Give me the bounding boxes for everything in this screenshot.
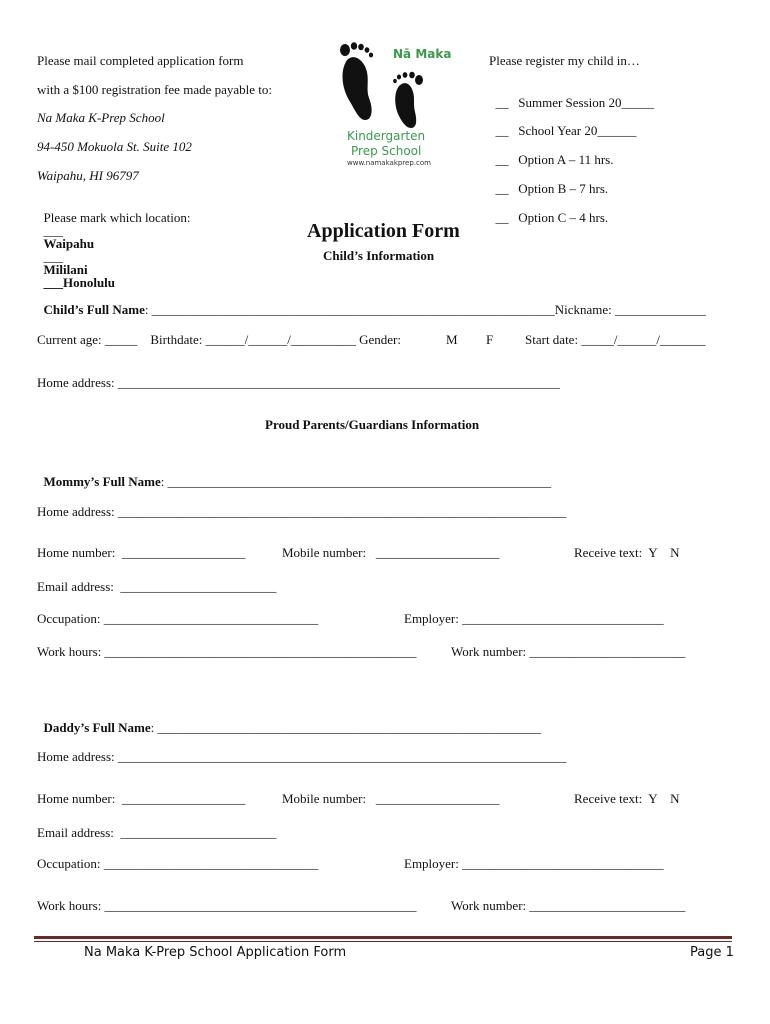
mommy-occupation-field[interactable]: Occupation: _________________________________ [37,611,319,626]
option-school-year[interactable] [489,111,636,137]
option-a-label: Option A – 11 hrs. [518,152,614,167]
option-a-blank[interactable]: __ [495,152,509,167]
option-a[interactable] [489,140,613,166]
mommy-home-number-field[interactable]: Home number: ___________________ [37,545,246,560]
school-name: Na Maka K-Prep School [37,110,165,125]
parents-section-title: Proud Parents/Guardians Information [265,417,480,432]
daddy-employer-field[interactable]: Employer: _______________________________ [404,856,664,871]
mommy-full-name-line[interactable]: : ___________________________________________________________ [160,474,552,489]
option-summer[interactable] [489,83,654,109]
daddy-occupation-field[interactable]: Occupation: _________________________________ [37,856,319,871]
gender-f-option[interactable]: F [486,332,494,347]
child-home-address-field[interactable]: Home address: ____________________________________________________________________ [37,375,560,390]
page-title: Application Form [307,220,460,242]
daddy-mobile-number-field[interactable]: Mobile number: ___________________ [282,791,500,806]
child-age-birthdate-field[interactable]: Current age: _____ Birthdate: ______/______/__________ Gender: [37,332,401,347]
option-c-label: Option C – 4 hrs. [518,210,609,225]
logo-url: www.namakakprep.com [347,159,431,167]
mail-instructions-line2: with a $100 registration fee made payable to: [37,82,273,97]
footer-rule-thin [34,941,732,942]
daddy-home-address-field[interactable]: Home address: _____________________________________________________________________ [37,749,567,764]
daddy-email-field[interactable]: Email address: ________________________ [37,825,277,840]
location-honolulu-blank[interactable]: ___ [43,275,63,290]
mommy-mobile-number-field[interactable]: Mobile number: ___________________ [282,545,500,560]
mommy-email-field[interactable]: Email address: ________________________ [37,579,277,594]
location-honolulu: Honolulu [63,275,116,290]
option-school-year-blank[interactable]: __ [495,123,509,138]
logo-line2: Prep School [351,144,422,158]
location-mililani-blank[interactable]: ___ [43,249,63,264]
option-b[interactable] [489,169,608,195]
location-waipahu-blank[interactable]: ___ [43,223,63,238]
footer-rule-thick [34,936,732,939]
register-title: Please register my child in… [489,53,640,68]
option-c[interactable] [489,198,608,224]
page-number: Page 1 [690,945,734,960]
daddy-receive-text-option[interactable]: Receive text: Y N [574,791,680,806]
mommy-receive-text-option[interactable]: Receive text: Y N [574,545,680,560]
mommy-work-number-field[interactable]: Work number: ________________________ [451,644,686,659]
logo-line1: Kindergarten [347,129,426,143]
school-street: 94-450 Mokuola St. Suite 102 [37,139,192,154]
option-school-year-label: School Year 20______ [518,123,637,138]
footer-title: Na Maka K-Prep School Application Form [84,945,347,960]
logo-brand: Nā Maka [393,47,452,61]
gender-m-option[interactable]: M [446,332,458,347]
child-section-title: Child’s Information [323,248,435,263]
start-date-field[interactable]: Start date: _____/______/_______ [525,332,706,347]
school-logo [333,38,463,170]
mommy-full-name-field[interactable] [37,462,551,488]
daddy-work-number-field[interactable]: Work number: ________________________ [451,898,686,913]
option-summer-blank[interactable]: __ [495,95,509,110]
daddy-home-number-field[interactable]: Home number: ___________________ [37,791,246,806]
option-c-blank[interactable]: __ [495,210,509,225]
mommy-employer-field[interactable]: Employer: _______________________________ [404,611,664,626]
option-b-label: Option B – 7 hrs. [518,181,609,196]
mommy-home-address-field[interactable]: Home address: _____________________________________________________________________ [37,504,567,519]
option-summer-label: Summer Session 20_____ [518,95,655,110]
daddy-full-name-field[interactable] [37,708,541,734]
daddy-work-hours-field[interactable]: Work hours: ________________________________________________ [37,898,417,913]
option-b-blank[interactable]: __ [495,181,509,196]
location-mililani: Mililani [43,262,88,277]
school-city: Waipahu, HI 96797 [37,168,139,183]
child-full-name-label: Child’s Full Name [43,302,145,317]
mommy-full-name-label: Mommy’s Full Name [43,474,161,489]
daddy-full-name-label: Daddy’s Full Name [43,720,151,735]
location-waipahu: Waipahu [43,236,95,251]
location-row [37,198,190,289]
child-full-name-field[interactable] [37,290,706,316]
daddy-full-name-line[interactable]: : ___________________________________________________________ [150,720,542,735]
mommy-work-hours-field[interactable]: Work hours: ________________________________________________ [37,644,417,659]
mail-instructions-line1: Please mail completed application form [37,53,244,68]
location-label: Please mark which location: [43,210,191,225]
child-full-name-line[interactable]: : ______________________________________________________________Nickname: ______________ [144,302,707,317]
